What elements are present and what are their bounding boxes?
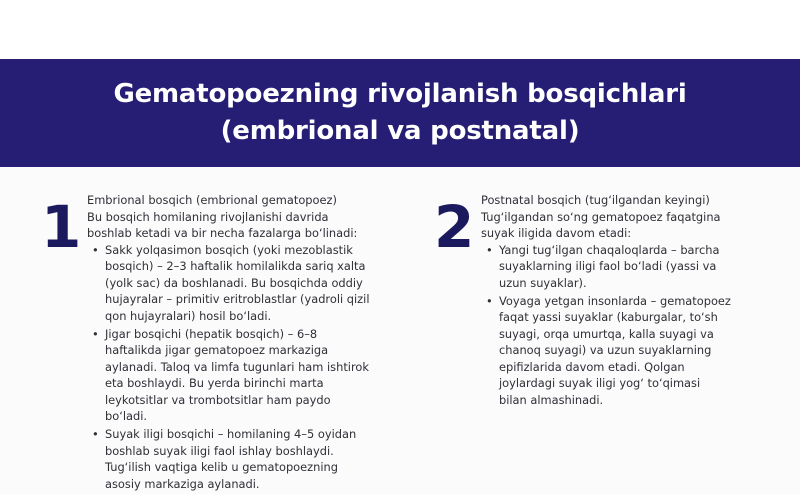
page-title-line-2: (embrional va postnatal): [220, 116, 580, 146]
page-title-line-1: Gematopoezning rivojlanish bosqichlari: [113, 79, 687, 109]
list-item: • Suyak iligi bosqichi – homilaning 4–5 oyidan boshlab suyak iligi faol ishlay boshlaydi. Tug‘ilish vaqtiga kelib u gematopoezning asosiy markaziga aylanadi.: [87, 426, 372, 492]
page-title: [113, 76, 686, 150]
section-1-text: [87, 192, 372, 494]
section-2-text: [481, 192, 731, 410]
section-1-number: 1: [41, 193, 82, 261]
top-blank-area: [0, 0, 800, 59]
section-1-intro: Bu bosqich homilaning rivojlanishi davrida boshlab ketadi va bir necha fazalarga bo‘linadi:: [87, 209, 358, 240]
section-2-intro: Tug‘ilgandan so‘ng gematopoez faqatgina suyak iligida davom etadi:: [481, 209, 721, 240]
list-item: • Yangi tug‘ilgan chaqaloqlarda – barcha suyaklarning iligi faol bo‘ladi (yassi va uzun suyaklar).: [481, 242, 731, 292]
section-1-list: [87, 242, 372, 493]
list-item: • Jigar bosqichi (hepatik bosqich) – 6–8 haftalikda jigar gematopoez markaziga aylanadi. Taloq va limfa tugunlari ham ishtirok eta boshlaydi. Bu yerda birinchi marta leykotsitlar va trombotsitlar ham paydo bo‘ladi.: [87, 326, 372, 425]
section-1-heading: Embrional bosqich (embrional gematopoez): [87, 193, 337, 207]
title-banner: [0, 59, 800, 167]
section-2-heading: Postnatal bosqich (tug‘ilgandan keyingi): [481, 193, 710, 207]
section-2-list: [481, 242, 731, 409]
list-item: • Voyaga yetgan insonlarda – gematopoez faqat yassi suyaklar (kaburgalar, to‘sh suyagi, orqa umurtqa, kalla suyagi va chanoq suyagi) va uzun suyaklarning epifizlarida davom etadi. Qolgan joylardagi suyak iligi yog‘ to‘qimasi bilan almashinadi.: [481, 293, 731, 409]
section-2-number: 2: [434, 193, 475, 261]
list-item: • Sakk yolqasimon bosqich (yoki mezoblastik bosqich) – 2–3 haftalik homilalikda sariq xalta (yolk sac) da boshlanadi. Bu bosqichda oddiy hujayralar – primitiv eritroblastlar (yadroli qizil qon hujayralari) hosil bo‘ladi.: [87, 242, 372, 325]
